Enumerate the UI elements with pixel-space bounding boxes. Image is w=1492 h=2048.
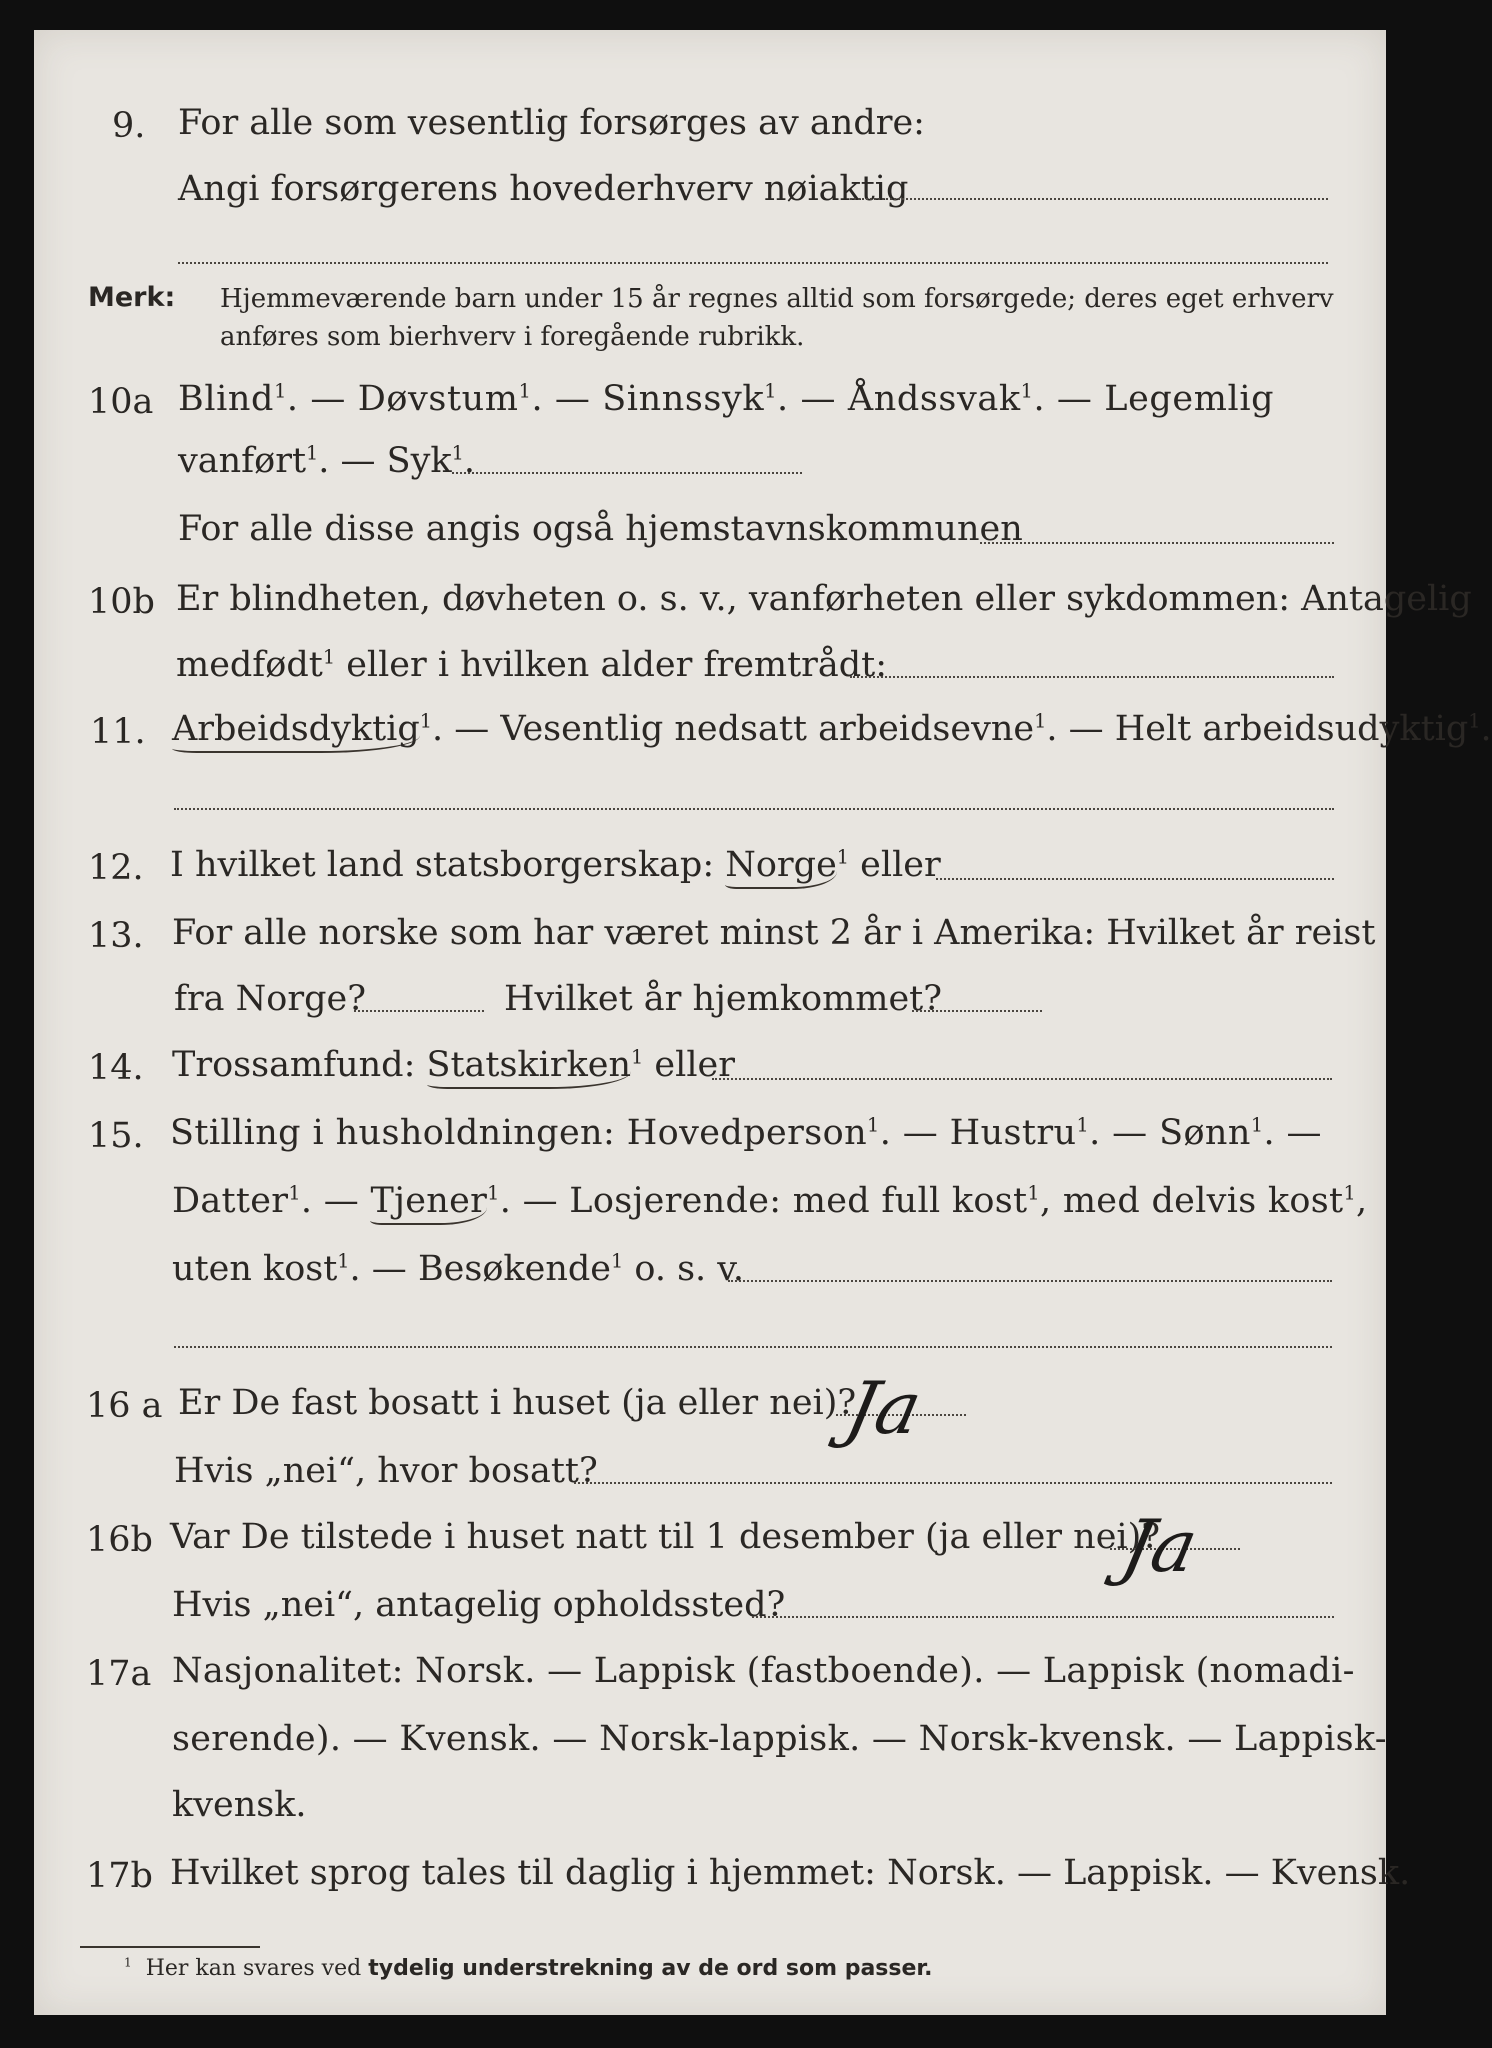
question-17b-text: Hvilket sprog tales til daglig i hjemmet: Norsk. — Lappisk. — Kvensk.: [170, 1853, 1411, 1893]
footnote: $^1$ Her kan svares ved tydelig understrekning av de ord som passer.: [124, 1955, 933, 1981]
question-15-line1: Stilling i husholdningen: Hovedperson$^1$. — Hustru$^1$. — Sønn$^1$. —: [170, 1113, 1322, 1153]
question-12-text: I hvilket land statsborgerskap: Norge$^1$ eller: [170, 848, 941, 883]
question-15-line2: Datter$^1$. — Tjener$^1$. — Losjerende: med full kost$^1$, med delvis kost$^1$,: [172, 1184, 1367, 1219]
handwritten-answer-16b: Ja: [1115, 1504, 1205, 1588]
answer-line-14[interactable]: [712, 1078, 1332, 1080]
answer-line-13-returned[interactable]: [912, 1010, 1042, 1012]
note-text-1: Hjemmeværende barn under 15 år regnes alltid som forsørgede; deres eget erhverv: [220, 284, 1334, 314]
answer-line-10a[interactable]: [452, 472, 802, 474]
question-13-returned: Hvilket år hjemkommet?: [504, 979, 943, 1019]
question-17a-line2: serende). — Kvensk. — Norsk-lappisk. — Norsk-kvensk. — Lappisk-: [172, 1719, 1387, 1759]
question-17a-line1: Nasjonalitet: Norsk. — Lappisk (fastboende). — Lappisk (nomadi-: [172, 1651, 1355, 1691]
opt-nedsatt[interactable]: Vesentlig nedsatt arbeidsevne: [500, 709, 1035, 749]
opt-hovedperson[interactable]: Hovedperson: [626, 1113, 868, 1153]
question-10b-text: Er blindheten, døvheten o. s. v., vanførheten eller sykdommen: Antagelig: [176, 579, 1472, 619]
opt-besokende[interactable]: Besøkende: [417, 1249, 611, 1289]
opt-statskirken[interactable]: Statskirken: [427, 1045, 632, 1089]
question-10b-number: 10b: [88, 582, 155, 622]
question-17a-number: 17a: [86, 1654, 152, 1694]
question-16b-text: Var De tilstede i huset natt til 1 desember (ja eller nei)?: [170, 1517, 1161, 1557]
question-17a-line3: kvensk.: [172, 1785, 307, 1825]
question-9-subtext: Angi forsørgerens hovederhverv nøiaktig: [178, 169, 909, 209]
opt-legemlig[interactable]: Legemlig: [1104, 379, 1275, 419]
footnote-rule: [80, 1946, 260, 1948]
question-10a-hometown: For alle disse angis også hjemstavnskommunen: [178, 509, 1023, 549]
answer-line-16a-2[interactable]: [574, 1482, 1332, 1484]
question-10a-line2: vanført$^1$. — Syk$^1$.: [178, 441, 476, 481]
opt-tjener[interactable]: Tjener: [370, 1181, 487, 1225]
question-15-number: 15.: [88, 1116, 144, 1156]
question-10a-number: 10a: [88, 382, 154, 422]
answer-line-10a-hometown[interactable]: [980, 542, 1334, 544]
question-9-number: 9.: [112, 106, 146, 146]
question-16a-text-2: Hvis „nei“, hvor bosatt?: [174, 1451, 598, 1491]
note-label: Merk:: [88, 282, 176, 313]
question-16a-number: 16 a: [86, 1386, 163, 1426]
question-12-number: 12.: [88, 848, 144, 888]
opt-sonn[interactable]: Sønn: [1159, 1113, 1251, 1153]
question-15-line3: uten kost$^1$. — Besøkende$^1$ o. s. v.: [172, 1249, 745, 1289]
question-16b-text-2: Hvis „nei“, antagelig opholdssted?: [172, 1585, 786, 1625]
question-10b-text-2: medfødt$^1$ eller i hvilken alder fremtrådt:: [176, 645, 888, 685]
question-13-number: 13.: [88, 916, 144, 956]
question-14-number: 14.: [88, 1048, 144, 1088]
question-16b-number: 16b: [86, 1520, 153, 1560]
answer-line-16b-2[interactable]: [752, 1616, 1334, 1618]
opt-arbeidsdyktig[interactable]: Arbeidsdyktig: [172, 709, 420, 753]
opt-vanfor[interactable]: vanført: [178, 441, 307, 481]
question-13-emigrated: fra Norge?: [174, 979, 366, 1019]
question-11-options: Arbeidsdyktig$^1$. — Vesentlig nedsatt arbeidsevne$^1$. — Helt arbeidsudyktig$^1$.: [172, 712, 1492, 747]
answer-line-10b[interactable]: [850, 676, 1334, 678]
opt-uten-kost[interactable]: uten kost: [172, 1249, 338, 1289]
opt-dovstum[interactable]: Døvstum: [357, 379, 519, 419]
question-9-text: For alle som vesentlig forsørges av andre:: [178, 103, 925, 143]
handwritten-answer-16a: Ja: [839, 1366, 929, 1450]
question-10a-options: Blind$^1$. — Døvstum$^1$. — Sinnssyk$^1$. — Åndssvak$^1$. — Legemlig: [178, 379, 1275, 419]
question-16a-text: Er De fast bosatt i huset (ja eller nei)?: [178, 1383, 857, 1423]
question-13-text: For alle norske som har været minst 2 år i Amerika: Hvilket år reist: [172, 913, 1376, 953]
opt-hustru[interactable]: Hustru: [949, 1113, 1077, 1153]
opt-datter[interactable]: Datter: [172, 1181, 289, 1221]
opt-blind[interactable]: Blind: [178, 379, 275, 419]
opt-norge[interactable]: Norge: [725, 845, 837, 889]
opt-andssvak[interactable]: Åndssvak: [847, 379, 1021, 419]
answer-line-12[interactable]: [936, 878, 1334, 880]
opt-syk[interactable]: Syk: [386, 441, 452, 481]
answer-line-13-emigrated[interactable]: [354, 1010, 484, 1012]
answer-line-15a[interactable]: [728, 1280, 1332, 1282]
question-11-number: 11.: [90, 712, 146, 752]
answer-line-9a[interactable]: [850, 198, 1328, 200]
opt-uarbeidsdyktig[interactable]: Helt arbeidsudyktig: [1114, 709, 1469, 749]
question-17b-number: 17b: [86, 1856, 153, 1896]
answer-line-9b[interactable]: [178, 262, 1328, 264]
answer-line-15b[interactable]: [174, 1346, 1332, 1348]
note-text-2: anføres som bierhverv i foregående rubrikk.: [220, 322, 805, 352]
question-14-text: Trossamfund: Statskirken$^1$ eller: [172, 1048, 735, 1083]
answer-line-11[interactable]: [174, 808, 1334, 810]
opt-sinnssyk[interactable]: Sinnssyk: [602, 379, 765, 419]
